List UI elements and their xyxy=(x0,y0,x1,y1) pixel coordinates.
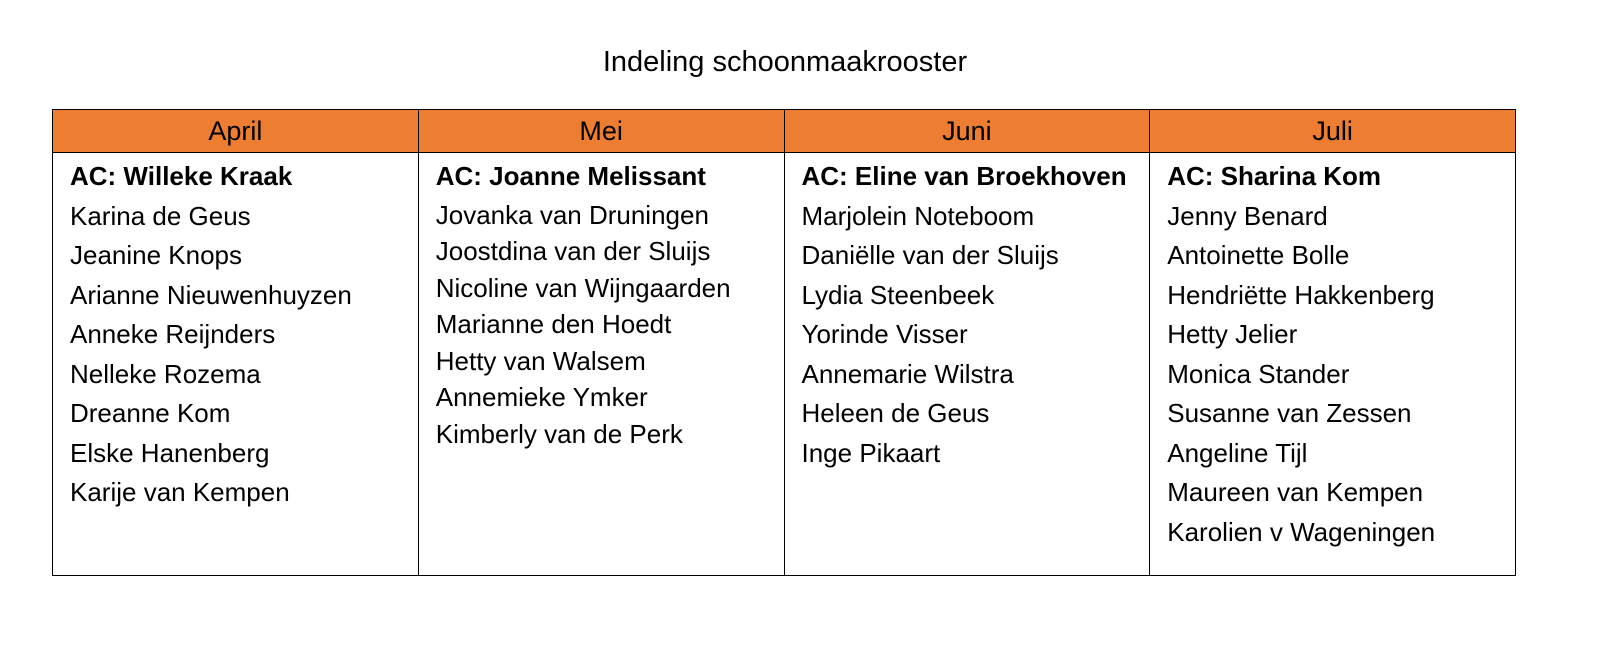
list-item: Arianne Nieuwenhuyzen xyxy=(70,279,352,310)
list-item: Karije van Kempen xyxy=(70,477,290,507)
list-item: Marianne den Hoedt xyxy=(435,309,672,340)
list-item: Joostdina van der Sluijs xyxy=(435,236,711,267)
names-list-juni xyxy=(802,197,1150,474)
names-list-juli xyxy=(1167,197,1515,553)
month-header-juli: Juli xyxy=(1150,110,1516,153)
list-item: Jovanka van Druningen xyxy=(435,199,709,230)
list-item: Angeline Tijl xyxy=(1167,437,1308,468)
list-item: Jeanine Knops xyxy=(70,240,243,270)
list-item: Hetty Jelier xyxy=(1167,319,1298,349)
column-juni xyxy=(784,153,1150,576)
list-item: Karina de Geus xyxy=(70,200,251,231)
coordinator-juni: AC: Eline van Broekhoven xyxy=(801,161,1127,191)
list-item: Karolien v Wageningen xyxy=(1167,516,1436,547)
list-item: Antoinette Bolle xyxy=(1167,240,1350,270)
coordinator-april: AC: Willeke Kraak xyxy=(70,161,293,191)
column-april xyxy=(53,153,419,576)
month-header-row xyxy=(53,110,1516,153)
column-mei xyxy=(418,153,784,576)
column-juli xyxy=(1150,153,1516,576)
names-list-mei xyxy=(436,197,784,453)
list-item: Jenny Benard xyxy=(1167,200,1328,231)
list-item: Lydia Steenbeek xyxy=(801,279,995,310)
coordinator-mei: AC: Joanne Melissant xyxy=(435,161,706,191)
list-item: Elske Hanenberg xyxy=(70,437,270,468)
list-item: Susanne van Zessen xyxy=(1167,398,1412,428)
list-item: Anneke Reijnders xyxy=(70,319,276,349)
list-item: Hetty van Walsem xyxy=(435,345,646,376)
list-item: Nelleke Rozema xyxy=(70,358,261,389)
list-item: Annemieke Ymker xyxy=(435,382,648,413)
list-item: Heleen de Geus xyxy=(801,398,990,428)
list-item: Marjolein Noteboom xyxy=(801,200,1035,231)
list-item: Annemarie Wilstra xyxy=(801,358,1014,389)
names-list-april xyxy=(70,197,418,513)
list-item: Yorinde Visser xyxy=(801,319,968,349)
list-item: Daniëlle van der Sluijs xyxy=(801,240,1059,270)
list-item: Maureen van Kempen xyxy=(1167,477,1424,507)
coordinator-juli: AC: Sharina Kom xyxy=(1167,161,1382,191)
list-item: Monica Stander xyxy=(1167,358,1350,389)
roster-row xyxy=(53,153,1516,576)
month-header-juni: Juni xyxy=(784,110,1150,153)
list-item: Kimberly van de Perk xyxy=(435,419,683,450)
list-item: Dreanne Kom xyxy=(70,398,231,428)
page-title: Indeling schoonmaakrooster xyxy=(602,46,968,78)
list-item: Inge Pikaart xyxy=(801,437,941,468)
month-header-april: April xyxy=(53,110,419,153)
cleaning-roster-table xyxy=(52,109,1516,576)
month-header-mei: Mei xyxy=(418,110,784,153)
list-item: Nicoline van Wijngaarden xyxy=(435,272,731,303)
list-item: Hendriëtte Hakkenberg xyxy=(1167,279,1435,310)
